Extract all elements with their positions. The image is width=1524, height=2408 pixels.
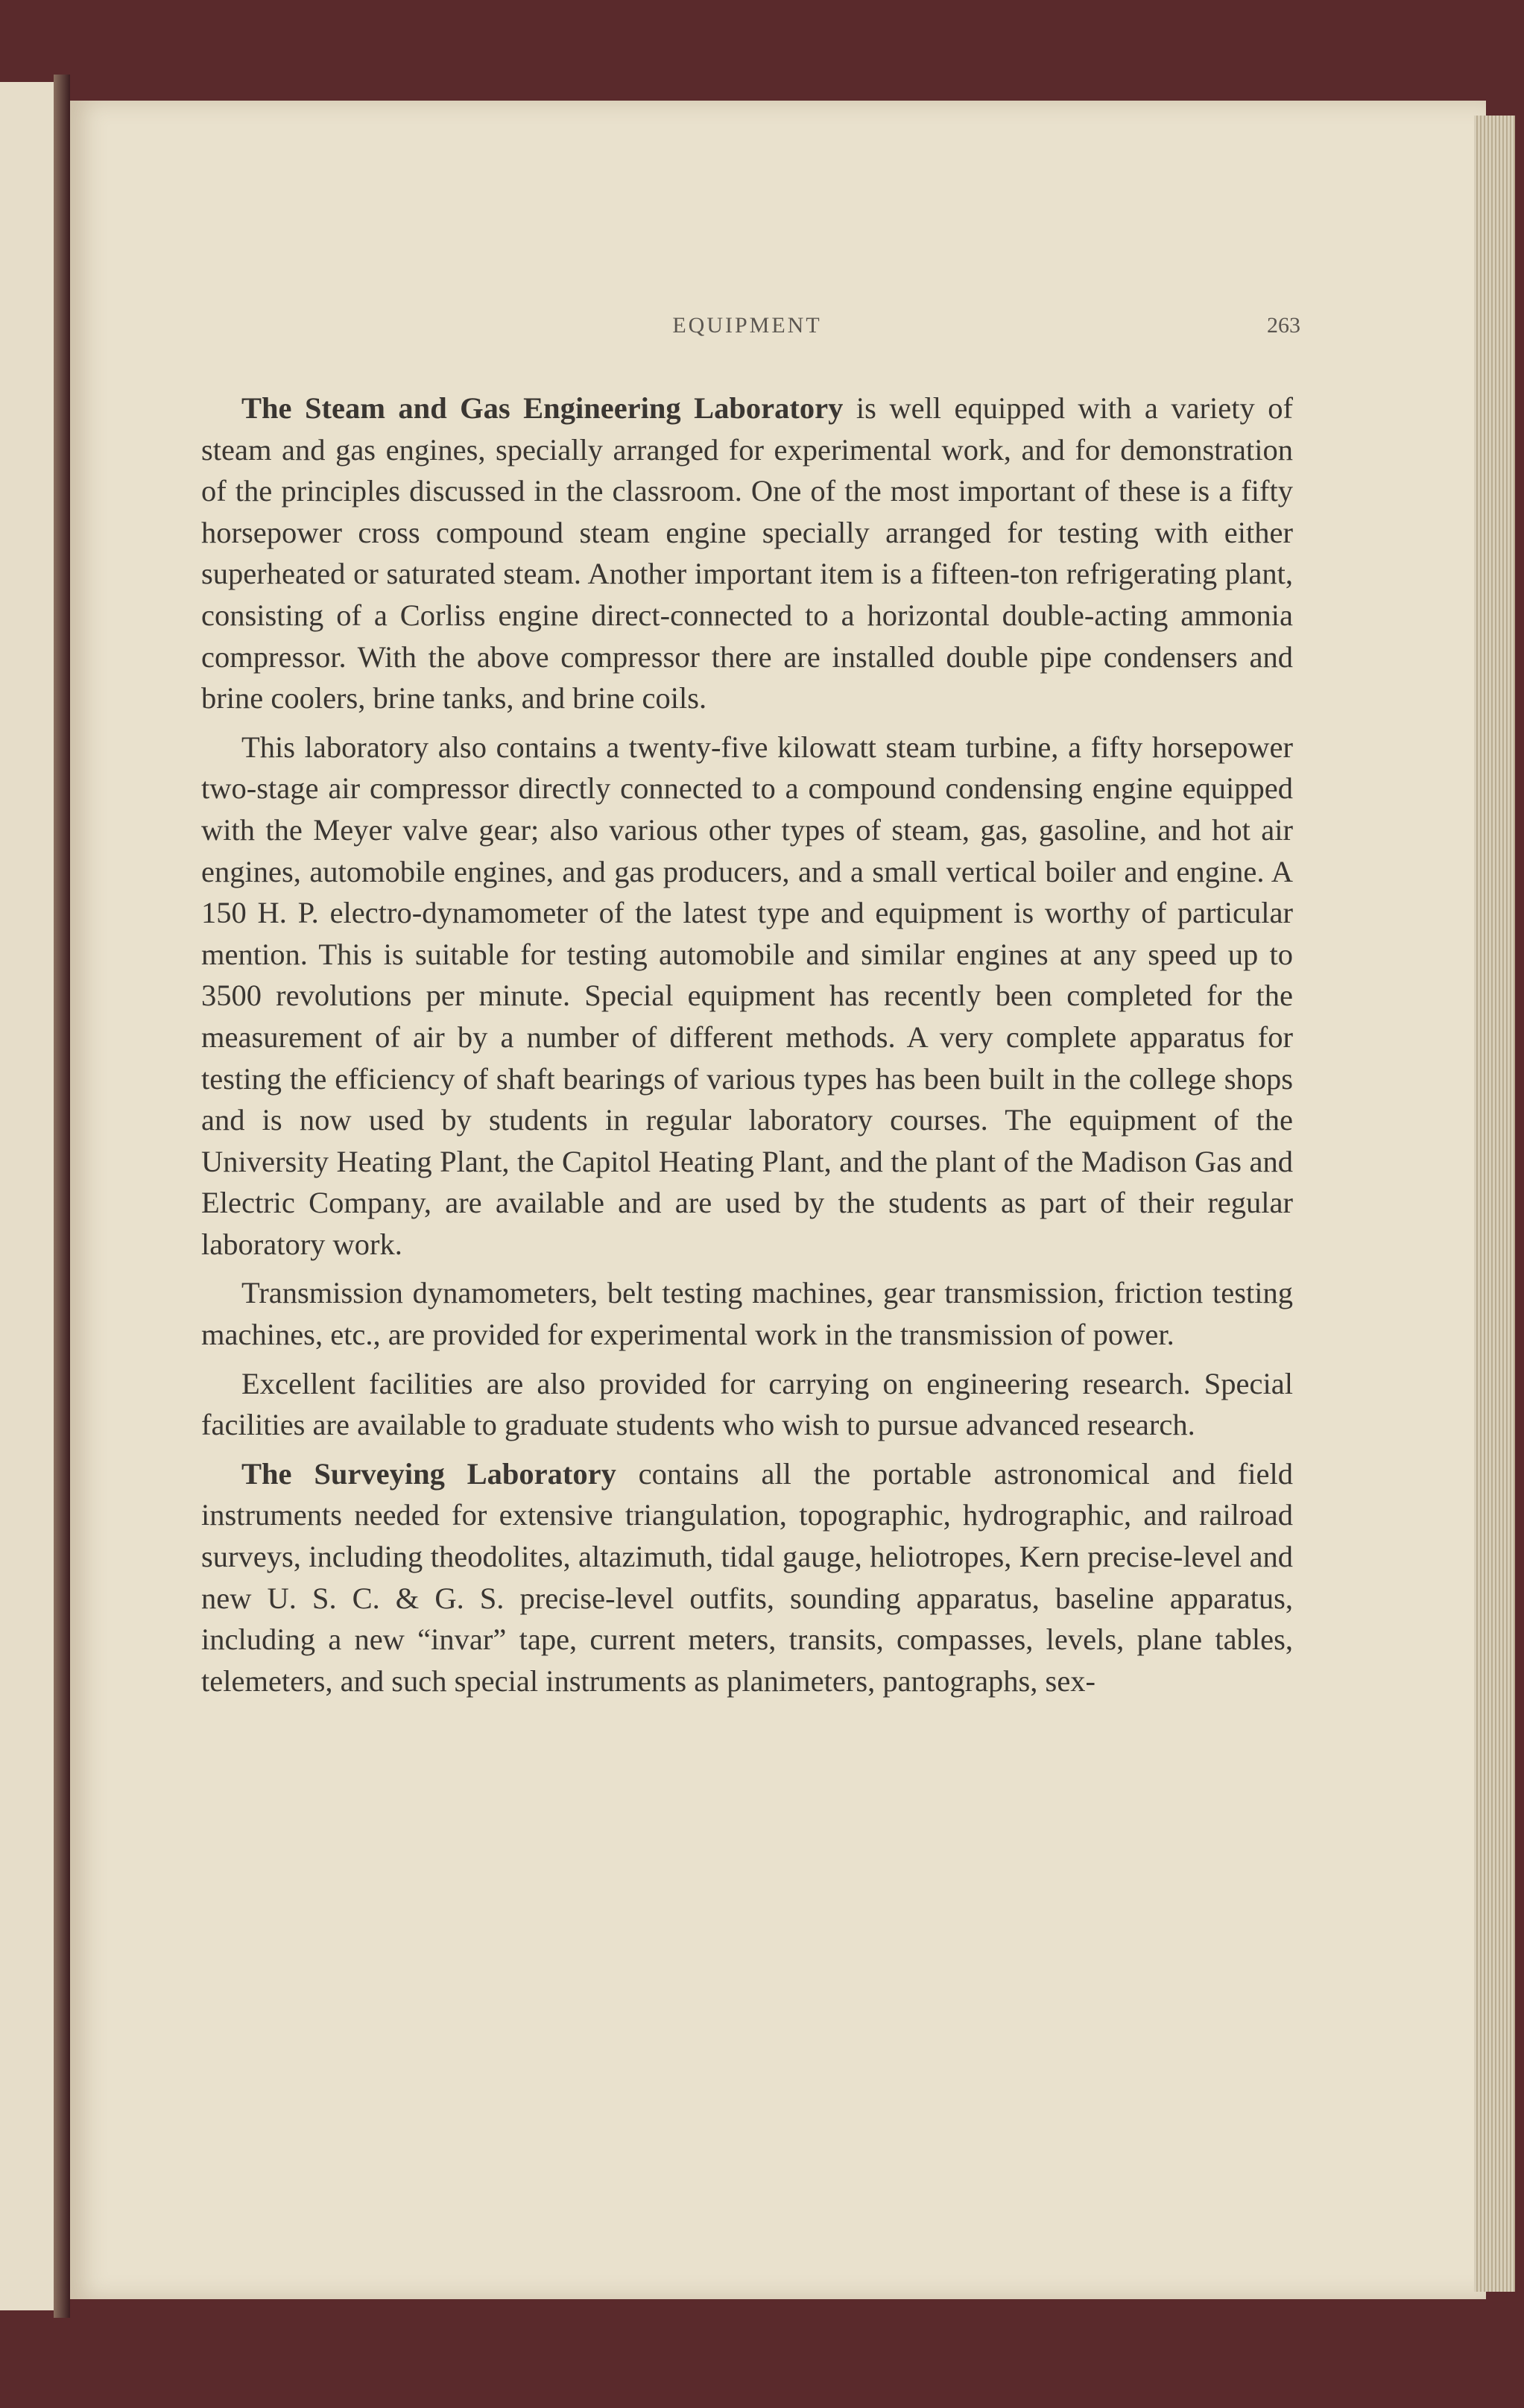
book-gutter bbox=[54, 75, 70, 2318]
paragraph-transmission bbox=[201, 1272, 1293, 1355]
running-head bbox=[194, 313, 1300, 346]
section-lead: The Surveying Laboratory bbox=[241, 1456, 616, 1491]
previous-page-strip bbox=[0, 82, 56, 2310]
paragraph-research bbox=[201, 1363, 1293, 1446]
page-edges bbox=[1474, 116, 1515, 2292]
paragraph-text: contains all the portable astronomical and field instruments needed for extensive triangulation, topographic, hydrographic, and railroad surveys, including theodolites, altazimuth, tidal gauge, heliotropes, Kern precise-level and new U. S. C. & G. S. precise-level outfits, sounding apparatus, baseline apparatus, including a new “invar” tape, current meters, transits, compasses, levels, plane tables, telemeters, and such special instruments as planimeters, pantographs, sex- bbox=[201, 1456, 1293, 1698]
paragraph-lab-contents bbox=[201, 727, 1293, 1265]
paragraph-text: This laboratory also contains a twenty-five kilowatt steam turbine, a fifty horsepower two-stage air compressor directly connected to a compound condensing engine equipped with the Meyer valve gear; also various other types of steam, gas, gasoline, and hot air engines, automobile engines, and gas producers, and a small vertical boiler and engine. A 150 H. P. electro-dynamometer of the latest type and equipment is worthy of particular mention. This is suitable for testing automobile and similar engines at any speed up to 3500 revolutions per minute. Special equipment has recently been completed for the measurement of air by a number of different methods. A very complete apparatus for testing the efficiency of shaft bearings of various types has been built in the college shops and is now used by students in regular laboratory courses. The equipment of the University Heating Plant, the Capitol Heating Plant, and the plant of the Madison Gas and Electric Company, are available and are used by the students as part of their regular laboratory work. bbox=[201, 730, 1293, 1261]
paragraph-surveying-lab bbox=[201, 1453, 1293, 1702]
body-text bbox=[201, 388, 1293, 1709]
paragraph-text: Transmission dynamometers, belt testing machines, gear transmission, friction testing machines, etc., are provided for experimental work in the transmission of power. bbox=[201, 1276, 1293, 1352]
paragraph-steam-gas-lab bbox=[201, 388, 1293, 719]
page-number: 263 bbox=[1267, 313, 1300, 338]
paragraph-text: Excellent facilities are also provided for carrying on engineering research. Special facilities are available to graduate students who wish to pursue advanced research. bbox=[201, 1366, 1293, 1442]
running-head-title: EQUIPMENT bbox=[672, 313, 822, 338]
section-lead: The Steam and Gas Engineering Laboratory bbox=[241, 391, 844, 425]
paragraph-text: is well equipped with a variety of steam and gas engines, specially arranged for experimental work, and for demonstration of the principles discussed in the classroom. One of the most important of these is a fifty horsepower cross compound steam engine specially arranged for testing with either superheated or saturated steam. Another important item is a fifteen-ton refrigerating plant, consisting of a Corliss engine direct-connected to a horizontal double-acting ammonia compressor. With the above compressor there are installed double pipe condensers and brine coolers, brine tanks, and brine coils. bbox=[201, 391, 1293, 715]
